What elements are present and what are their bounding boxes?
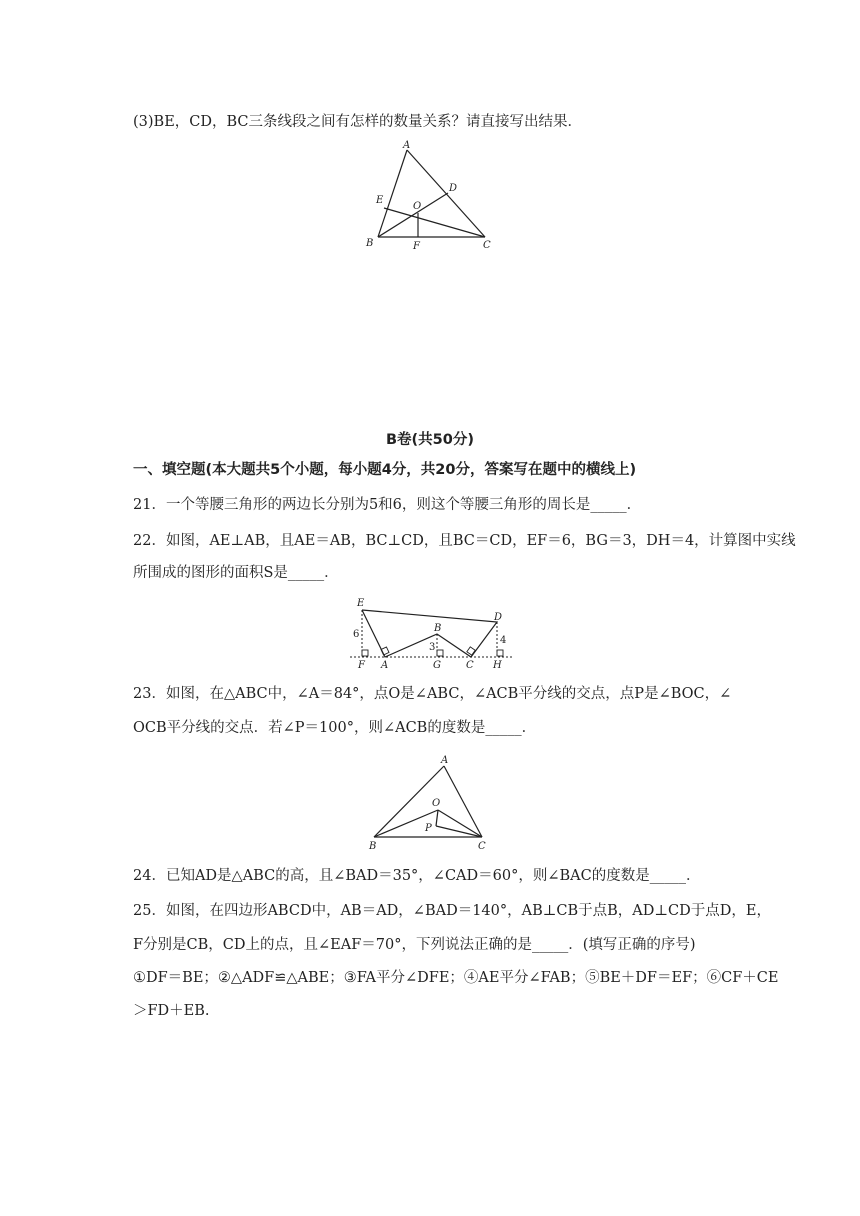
fig2-label-6: 6 — [353, 629, 360, 640]
fig2-label-e: E — [357, 598, 365, 609]
fig1-label-e: E — [376, 195, 384, 206]
fig2-label-g: G — [433, 660, 441, 671]
fig2-label-b: B — [434, 623, 442, 634]
fig2-label-a: A — [381, 660, 389, 671]
fig3-label-o: O — [432, 798, 441, 809]
fig2-label-f: F — [358, 660, 365, 671]
fig3-label-a: A — [441, 755, 449, 766]
fig1-label-c: C — [483, 240, 491, 251]
question-23-line1: 23．如图，在△ABC中，∠A＝84°，点O是∠ABC，∠ACB平分线的交点，点P是∠BOC，∠ — [133, 686, 732, 702]
fig2-label-h: H — [493, 660, 502, 671]
question-25-line4: ＞FD＋EB. — [133, 1003, 210, 1019]
fig1-label-a: A — [403, 140, 411, 151]
question-22-line2: 所围成的图形的面积S是_____． — [133, 565, 339, 581]
question-25-line1: 25．如图，在四边形ABCD中，AB＝AD，∠BAD＝140°，AB⊥CB于点B，AD⊥CD于点D，E， — [133, 903, 771, 919]
question-23-line2: OCB平分线的交点．若∠P＝100°，则∠ACB的度数是_____． — [133, 720, 537, 736]
fig1-label-f: F — [413, 241, 420, 252]
question-20-part3: (3)BE，CD，BC三条线段之间有怎样的数量关系？请直接写出结果． — [133, 114, 583, 130]
fig3-label-p: P — [425, 823, 432, 834]
fig2-label-3: 3 — [429, 642, 436, 653]
question-22-line1: 22．如图，AE⊥AB，且AE＝AB，BC⊥CD，且BC＝CD，EF＝6，BG＝3，DH＝4，计算图中实线 — [133, 533, 796, 549]
question-25-line2: F分别是CB，CD上的点，且∠EAF＝70°，下列说法正确的是_____．(填写正确的序号) — [133, 937, 696, 953]
question-25-line3: ①DF＝BE；②△ADF≌△ABE；③FA平分∠DFE；④AE平分∠FAB；⑤BE＋DF＝EF；⑥CF＋CE — [133, 970, 779, 986]
fig3-label-b: B — [369, 841, 377, 852]
fig3-label-c: C — [478, 841, 486, 852]
fig1-label-o: O — [413, 201, 422, 212]
section-b-title: B卷(共50分) — [386, 432, 474, 448]
question-21: 21．一个等腰三角形的两边长分别为5和6，则这个等腰三角形的周长是_____． — [133, 497, 642, 513]
fig1-label-d: D — [449, 183, 458, 194]
fig1-label-b: B — [366, 238, 374, 249]
fig2-label-c: C — [466, 660, 474, 671]
question-24: 24．已知AD是△ABC的高，且∠BAD＝35°，∠CAD＝60°，则∠BAC的度数是_____． — [133, 868, 701, 884]
fig2-label-4: 4 — [500, 635, 507, 646]
fig2-label-d: D — [494, 612, 503, 623]
part1-heading: 一、填空题(本大题共5个小题，每小题4分，共20分，答案写在题中的横线上) — [133, 462, 637, 478]
